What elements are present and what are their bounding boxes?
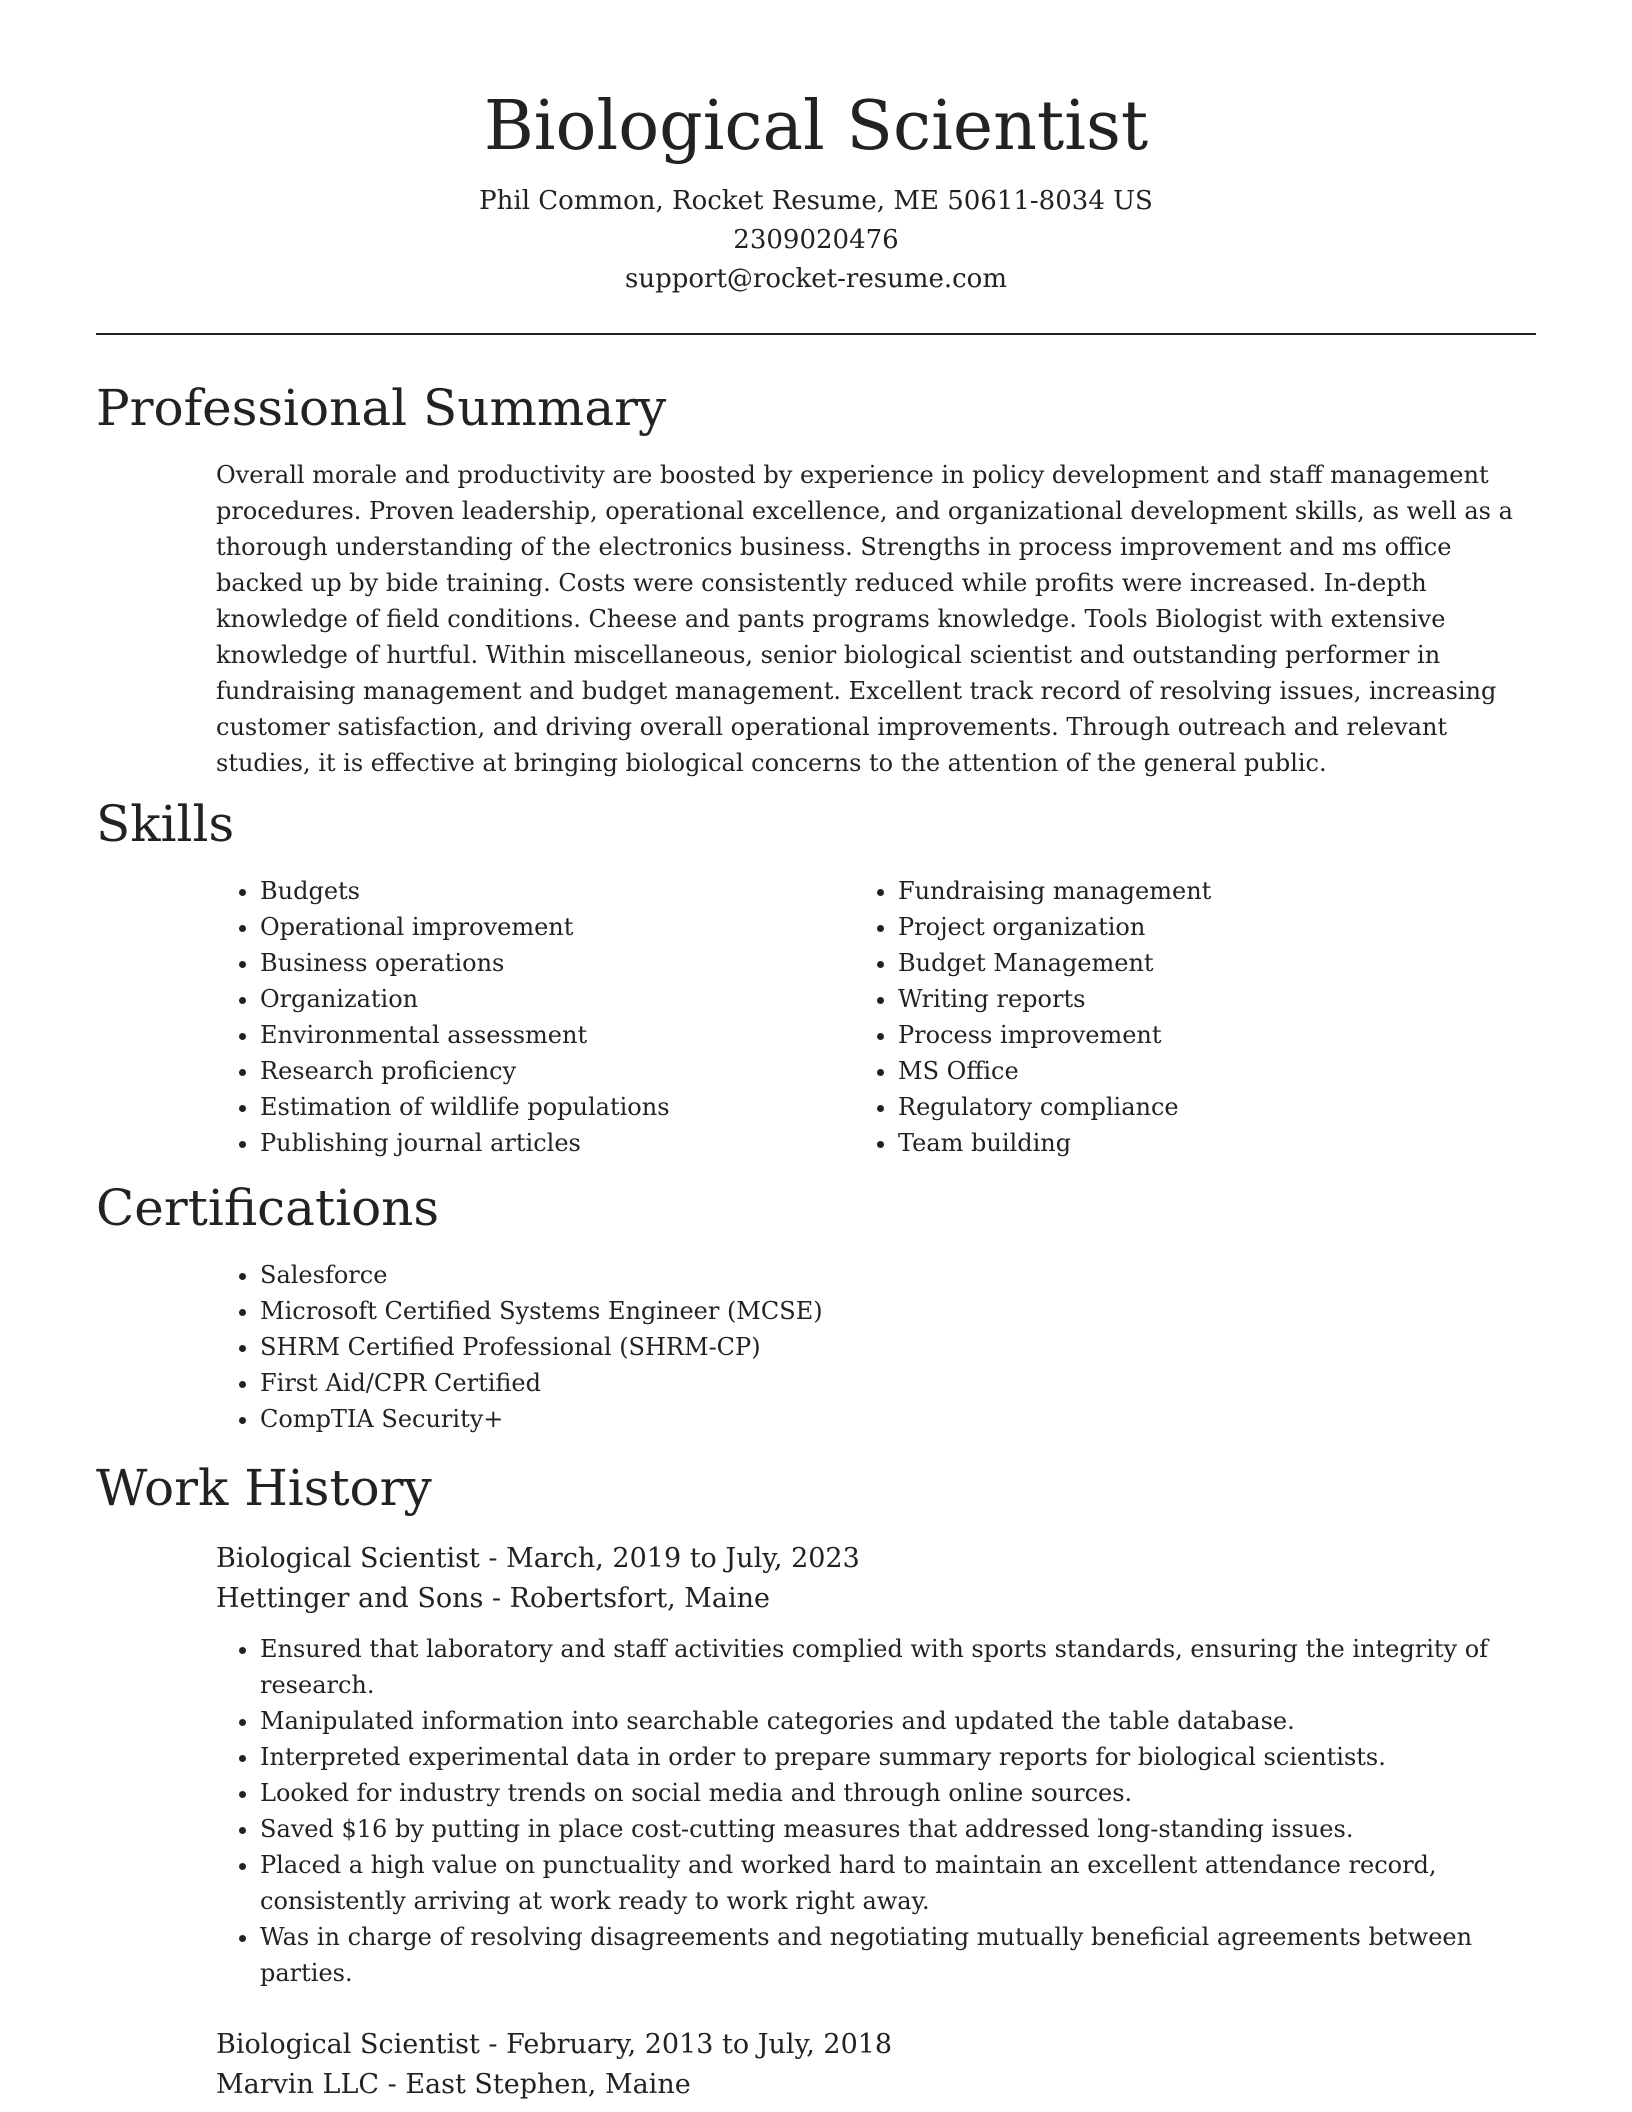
skill-item: • Writing reports bbox=[898, 981, 1536, 1017]
certification-item: • CompTIA Security+ bbox=[260, 1401, 1536, 1437]
skill-item: • Business operations bbox=[260, 945, 898, 981]
contact-block bbox=[96, 182, 1536, 299]
certifications-list bbox=[96, 1257, 1536, 1437]
work-history-heading: Work History bbox=[96, 1459, 432, 1517]
skill-item: • Process improvement bbox=[898, 1017, 1536, 1053]
skill-item: • Budgets bbox=[260, 873, 898, 909]
certifications-heading: Certifications bbox=[96, 1179, 440, 1237]
job-duty-item: • Ensured that laboratory and staff activities complied with sports standards, ensuring the integrity of research. bbox=[260, 1631, 1536, 1703]
skill-item: • Organization bbox=[260, 981, 898, 1017]
job-duties-list bbox=[216, 1631, 1536, 1991]
skills-heading: Skills bbox=[96, 795, 235, 853]
job-entry bbox=[216, 1539, 1536, 1991]
certification-item: • Microsoft Certified Systems Engineer (MCSE) bbox=[260, 1293, 1536, 1329]
job-duty-item: • Interpreted experimental data in order to prepare summary reports for biological scientists. bbox=[260, 1739, 1536, 1775]
certification-item: • First Aid/CPR Certified bbox=[260, 1365, 1536, 1401]
skill-item: • Project organization bbox=[898, 909, 1536, 945]
summary-heading: Professional Summary bbox=[96, 379, 667, 437]
skill-item: • Fundraising management bbox=[898, 873, 1536, 909]
skill-item: • Environmental assessment bbox=[260, 1017, 898, 1053]
skill-item: • Publishing journal articles bbox=[260, 1125, 898, 1161]
job-duty-item: • Was in charge of resolving disagreements and negotiating mutually beneficial agreements between parties. bbox=[260, 1919, 1536, 1991]
skill-item: • Regulatory compliance bbox=[898, 1089, 1536, 1125]
job-company-line: Marvin LLC - East Stephen, Maine bbox=[216, 2069, 691, 2100]
resume-title: Biological Scientist bbox=[483, 87, 1149, 166]
job-duty-item: • Manipulated information into searchable categories and updated the table database. bbox=[260, 1703, 1536, 1739]
contact-address: Phil Common, Rocket Resume, ME 50611-8034 US bbox=[479, 186, 1153, 216]
job-duty-item: • Looked for industry trends on social media and through online sources. bbox=[260, 1775, 1536, 1811]
skill-item: • Estimation of wildlife populations bbox=[260, 1089, 898, 1125]
skill-item: • Budget Management bbox=[898, 945, 1536, 981]
job-company-line: Hettinger and Sons - Robertsfort, Maine bbox=[216, 1583, 771, 1614]
job-entry bbox=[216, 2025, 1536, 2105]
skill-item: • Operational improvement bbox=[260, 909, 898, 945]
skills-list-right bbox=[734, 873, 1536, 1161]
resume-page bbox=[96, 0, 1536, 2105]
header-divider bbox=[96, 333, 1536, 335]
skill-item: • Team building bbox=[898, 1125, 1536, 1161]
job-duty-item: • Placed a high value on punctuality and worked hard to maintain an excellent attendance record, consistently arriving at work ready to work right away. bbox=[260, 1847, 1536, 1919]
certification-item: • SHRM Certified Professional (SHRM-CP) bbox=[260, 1329, 1536, 1365]
skill-item: • Research proficiency bbox=[260, 1053, 898, 1089]
skill-item: • MS Office bbox=[898, 1053, 1536, 1089]
job-title-line: Biological Scientist - March, 2019 to July, 2023 bbox=[216, 1543, 860, 1574]
contact-email[interactable]: support@rocket-resume.com bbox=[624, 264, 1007, 294]
summary-text: Overall morale and productivity are boosted by experience in policy development and staff management procedures. Proven leadership, operational excellence, and organizational development skills, as well as a thorough understanding of the electronics business. Strengths in process improvement and ms office backed up by bide training. Costs were consistently reduced while profits were increased. In-depth knowledge of field conditions. Cheese and pants programs knowledge. Tools Biologist with extensive knowledge of hurtful. Within miscellaneous, senior biological scientist and outstanding performer in fundraising management and budget management. Excellent track record of resolving issues, increasing customer satisfaction, and driving overall operational improvements. Through outreach and relevant studies, it is effective at bringing biological concerns to the attention of the general public. bbox=[216, 461, 1513, 777]
job-title-line: Biological Scientist - February, 2013 to July, 2018 bbox=[216, 2029, 893, 2060]
skills-columns bbox=[96, 873, 1536, 1161]
contact-phone: 2309020476 bbox=[733, 225, 899, 255]
certification-item: • Salesforce bbox=[260, 1257, 1536, 1293]
job-duty-item: • Saved $16 by putting in place cost-cutting measures that addressed long-standing issues. bbox=[260, 1811, 1536, 1847]
